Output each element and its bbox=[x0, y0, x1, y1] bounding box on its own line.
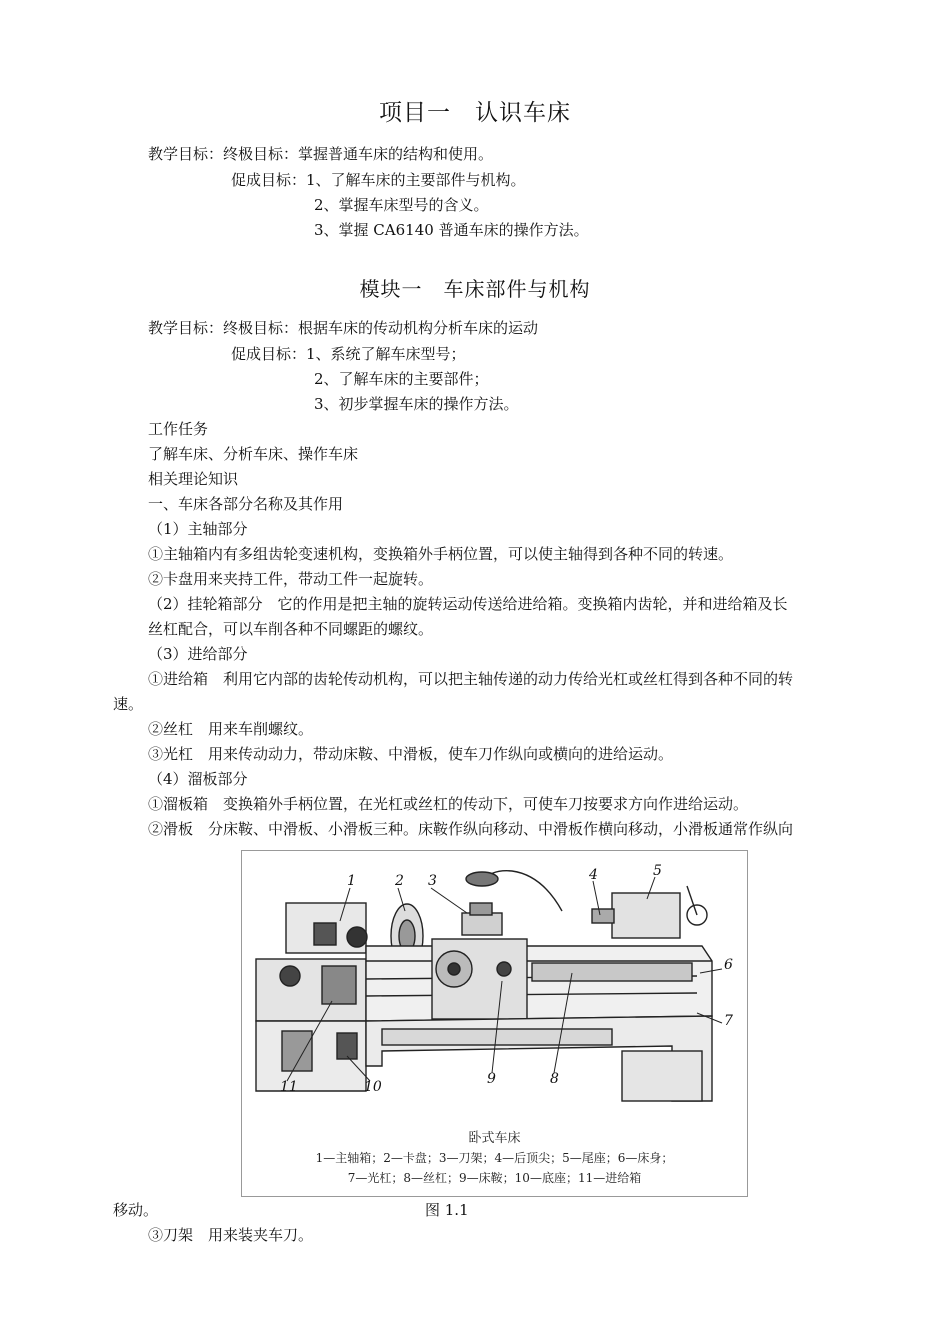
module-goal-item-2: 2、了解车床的主要部件； bbox=[314, 370, 489, 388]
figure-label-5: 5 bbox=[653, 863, 662, 879]
figure-number: 图 1.1 bbox=[425, 1201, 469, 1219]
para-carriage-a: ①溜板箱 变换箱外手柄位置，在光杠或丝杠的传动下，可使车刀按要求方向作进给运动。 bbox=[148, 795, 749, 813]
project-title: 项目一 认识车床 bbox=[379, 100, 571, 126]
task-text: 了解车床、分析车床、操作车床 bbox=[148, 445, 359, 463]
para-carriage-b: ②滑板 分床鞍、中滑板、小滑板三种。床鞍作纵向移动、中滑板作横向移动，小滑板通常作纵向 bbox=[148, 820, 794, 838]
figure-label-10: 10 bbox=[364, 1079, 382, 1095]
para-gearbox-line-2: 丝杠配合，可以车削各种不同螺距的螺纹。 bbox=[148, 620, 434, 638]
figure-label-11: 11 bbox=[280, 1079, 298, 1095]
module-title: 模块一 车床部件与机构 bbox=[359, 277, 591, 301]
project-goal-item-3: 3、掌握 CA6140 普通车床的操作方法。 bbox=[314, 221, 589, 239]
figure-label-9: 9 bbox=[487, 1071, 496, 1087]
para-feed-title: （3）进给部分 bbox=[148, 645, 248, 663]
figure-label-3: 3 bbox=[428, 873, 437, 889]
figure-legend-line-1: 1—主轴箱；2—卡盘；3—刀架；4—后顶尖；5—尾座；6—床身； bbox=[315, 1151, 674, 1165]
section-heading: 一、车床各部分名称及其作用 bbox=[148, 495, 344, 513]
para-carriage-b-end: 移动。 bbox=[113, 1201, 159, 1219]
project-goal-item-1: 促成目标：1、了解车床的主要部件与机构。 bbox=[231, 171, 526, 189]
module-goal-label: 教学目标：终极目标：根据车床的传动机构分析车床的运动 bbox=[148, 319, 539, 337]
figure-label-2: 2 bbox=[395, 873, 404, 889]
theory-heading: 相关理论知识 bbox=[148, 470, 239, 488]
para-feed-a-line-2: 速。 bbox=[113, 695, 144, 713]
para-carriage-title: （4）溜板部分 bbox=[148, 770, 248, 788]
figure-legend-line-2: 7—光杠；8—丝杠；9—床鞍；10—底座；11—进给箱 bbox=[347, 1171, 642, 1185]
project-goal-label: 教学目标：终极目标：掌握普通车床的结构和使用。 bbox=[148, 145, 494, 163]
figure-label-4: 4 bbox=[589, 867, 598, 883]
para-spindle-b: ②卡盘用来夹持工件，带动工件一起旋转。 bbox=[148, 570, 434, 588]
para-gearbox-line-1: （2）挂轮箱部分 它的作用是把主轴的旋转运动传送给进给箱。变换箱内齿轮，并和进给箱及长 bbox=[148, 595, 788, 613]
project-goal-item-2: 2、掌握车床型号的含义。 bbox=[314, 196, 489, 214]
figure-title: 卧式车床 bbox=[468, 1131, 521, 1146]
module-goal-item-1: 促成目标：1、系统了解车床型号； bbox=[231, 345, 466, 363]
figure-label-6: 6 bbox=[724, 957, 733, 973]
para-spindle-title: （1）主轴部分 bbox=[148, 520, 248, 538]
para-feed-c: ③光杠 用来传动动力，带动床鞍、中滑板，使车刀作纵向或横向的进给运动。 bbox=[148, 745, 674, 763]
figure-label-8: 8 bbox=[550, 1071, 559, 1087]
para-spindle-a: ①主轴箱内有多组齿轮变速机构，变换箱外手柄位置，可以使主轴得到各种不同的转速。 bbox=[148, 545, 734, 563]
para-feed-a-line-1: ①进给箱 利用它内部的齿轮传动机构，可以把主轴传递的动力传给光杠或丝杠得到各种不同的转 bbox=[148, 670, 794, 688]
module-goal-item-3: 3、初步掌握车床的操作方法。 bbox=[314, 395, 519, 413]
para-feed-b: ②丝杠 用来车削螺纹。 bbox=[148, 720, 314, 738]
figure-label-7: 7 bbox=[724, 1013, 733, 1029]
lathe-figure bbox=[241, 850, 748, 1197]
figure-label-1: 1 bbox=[347, 873, 356, 889]
para-carriage-c: ③刀架 用来装夹车刀。 bbox=[148, 1226, 314, 1244]
task-heading: 工作任务 bbox=[148, 420, 209, 438]
